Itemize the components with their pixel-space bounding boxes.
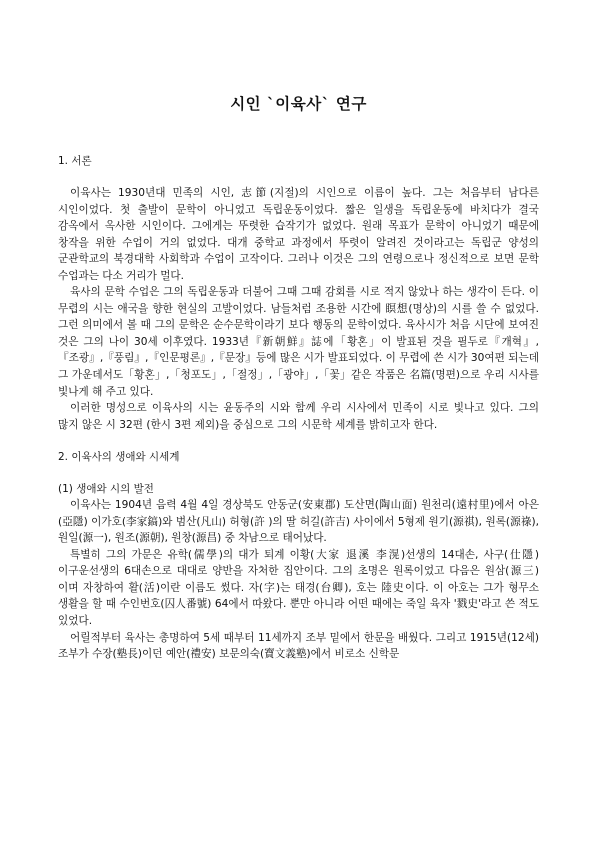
paragraph: 이육사는 1904년 음력 4월 4일 경상북도 안동군(安東郡) 도산면(陶山面) 원천리(遠村里)에서 아은(亞隱) 이가호(李家鎬)와 범산(凡山) 허형(許 )의 딸 허길(許吉) 사이에서 5형제 원기(源祺), 원록(源祿), 원일(源一), 원조(源朝), 원창(源昌) 중 차남으로 태어났다. (58, 499, 539, 545)
paragraph: 어릴적부터 육사는 총명하여 5세 때부터 11세까지 조부 밑에서 한문을 배웠다. 그리고 1915년(12세) 조부가 수장(塾長)이던 예안(禮安) 보문의숙(寶文義塾)에서 비로소 신학문 (58, 631, 539, 661)
paragraph: 특별히 그의 가문은 유학(儒學)의 대가 퇴계 이황(大家 退溪 李滉)선생의 14대손, 사구(仕隱) 이구운선생의 6대손으로 대대로 양반을 자처한 집안이다. 그의 초명은 원록이었고 다음은 원삼(源三)이며 자창하여 활(活)이란 이름도 썼다. 자(字)는 태경(台卿), 호는 陸史이다. 이 아호는 그가 형무소 생활을 할 때 수인번호(囚人番號) 64에서 따왔다. 뿐만 아니라 어떤 때에는 죽일 육자 '戮史'라고 쓴 적도 있었다. (58, 548, 539, 628)
paragraph: 이러한 명성으로 이육사의 시는 윤동주의 시와 함께 우리 시사에서 민족이 시로 빛나고 있다. 그의 많지 않은 시 32편 (한시 3편 제외)을 중심으로 그의 시문학 세계를 밝히고자 한다. (58, 402, 539, 431)
paragraph: 육사의 문학 수업은 그의 독립운동과 더불어 그때 그때 감회를 시로 적지 않았나 하는 생각이 든다. 이 무렵의 시는 애국을 향한 현실의 고발이었다. 남들처럼 조용한 시간에 瞑想(명상)의 시를 쓸 수 없었다. 그런 의미에서 볼 때 그의 문학은 순수문학이라기 보다 행동의 문학이었다. 육사시가 처음 시단에 보여진 것은 그의 나이 30세 이후였다. 1933년『新朝鮮』誌에「황혼」이 발표된 것을 필두로『개혁』,『조광』,『풍림』,『인문평론』,『문장』등에 많은 시가 발표되었다. 이 무렵에 쓴 시가 30여편 되는데 그 가운데서도「황혼」,「청포도」,「절정」,「광야」,「꽃」같은 작품은 名篇(명편)으로 우리 시사를 빛나게 해 주고 있다. (58, 286, 539, 398)
section-heading-introduction: 1. 서론 (58, 155, 92, 167)
subsection-heading-life: (1) 생애와 시의 발전 (58, 483, 154, 496)
paragraph: 이육사는 1930년대 민족의 시인, 志節(지절)의 시인으로 이름이 높다. 그는 처음부터 남다른 시인이었다. 첫 출발이 문학이 아니었고 독립운동이었다. 짧은 일생을 독립운동에 바치다가 결국 감옥에서 옥사한 시인이다. 그에게는 뚜렷한 습작기가 없었다. 원래 목표가 문학이 아니었기 때문에 창작을 위한 수업이 거의 없었다. 대개 중학교 과정에서 뚜렷이 알려진 것이라고는 독립군 양성의 군관학교의 북경대학 사회학과 수업이 고작이다. 그러나 이것은 그의 연령으로나 정신적으로 보면 문학 수업과는 다소 거리가 멀다. (58, 187, 539, 282)
document-title: 시인 `이육사` 연구 (230, 95, 367, 113)
section-heading-life-and-poetry: 2. 이육사의 생애와 시세계 (58, 451, 180, 464)
